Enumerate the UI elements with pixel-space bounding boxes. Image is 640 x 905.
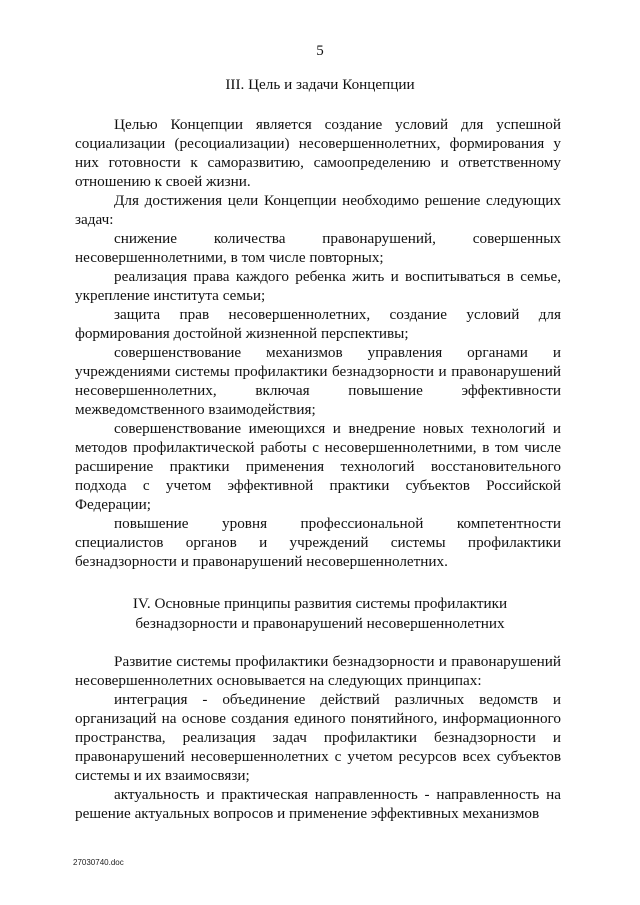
section-3-body bbox=[75, 115, 561, 571]
footer-file-name: 27030740.doc bbox=[73, 858, 124, 867]
paragraph-principles-intro: Развитие системы профилактики безнадзорности и правонарушений несовершеннолетних основывается на следующих принципах: bbox=[75, 653, 561, 689]
list-item-task: снижение количества правонарушений, совершенных несовершеннолетними, в том числе повторных; bbox=[75, 230, 561, 266]
section-4-body bbox=[75, 652, 561, 823]
paragraph-goal: Целью Концепции является создание условий для успешной социализации (ресоциализации) несовершеннолетних, формирования у них готовности к саморазвитию, самоопределению и ответственному отношению к своей жизни. bbox=[75, 116, 561, 190]
list-item-task: реализация права каждого ребенка жить и воспитываться в семье, укрепление института семьи; bbox=[75, 268, 561, 304]
paragraph-tasks-intro: Для достижения цели Концепции необходимо решение следующих задач: bbox=[75, 192, 561, 228]
section-4-heading bbox=[80, 594, 560, 634]
page-number: 5 bbox=[316, 43, 324, 59]
list-item-principle: интеграция - объединение действий различных ведомств и организаций на основе создания единого понятийного, информационного пространства, реализация задач профилактики безнадзорности и правонарушений несовершеннолетних с учетом ресурсов всех субъектов системы и их взаимосвязи; bbox=[75, 691, 561, 784]
section-4-heading-line-1: IV. Основные принципы развития системы профилактики bbox=[132, 595, 508, 612]
list-item-principle: актуальность и практическая направленность - направленность на решение актуальных вопросов и применение эффективных механизмов bbox=[75, 786, 561, 822]
list-item-task: защита прав несовершеннолетних, создание условий для формирования достойной жизненной перспективы; bbox=[75, 306, 561, 342]
section-3-heading: III. Цель и задачи Концепции bbox=[225, 76, 415, 93]
list-item-task: совершенствование механизмов управления органами и учреждениями системы профилактики безнадзорности и правонарушений несовершеннолетних, включая повышение эффективности межведомственного взаимодействия; bbox=[75, 344, 561, 418]
list-item-task: повышение уровня профессиональной компетентности специалистов органов и учреждений системы профилактики безнадзорности и правонарушений несовершеннолетних. bbox=[75, 515, 561, 570]
section-4-heading-line-2: безнадзорности и правонарушений несовершеннолетних bbox=[135, 615, 505, 632]
list-item-task: совершенствование имеющихся и внедрение новых технологий и методов профилактической работы с несовершеннолетними, в том числе расширение практики применения технологий восстановительного подхода с учетом эффективной практики субъектов Российской Федерации; bbox=[75, 420, 561, 513]
